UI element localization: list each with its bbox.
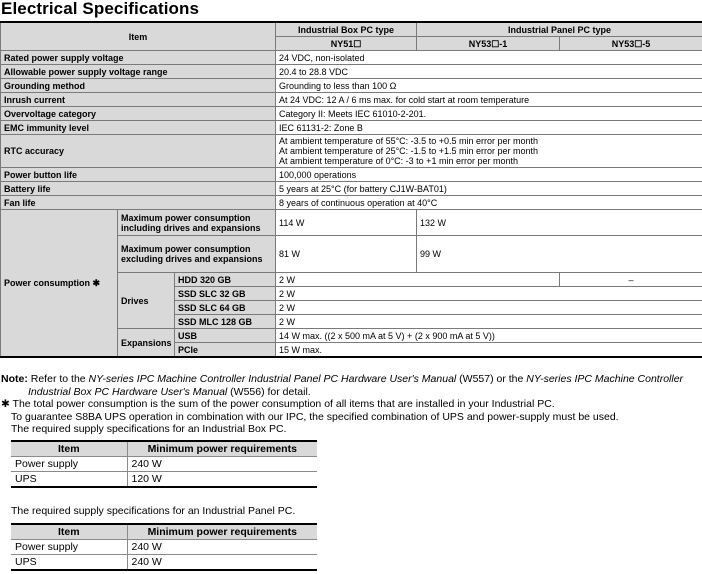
- note-text-a: Refer to the: [27, 373, 89, 385]
- header-box-type: Industrial Box PC type: [276, 22, 417, 37]
- row-value: [276, 135, 702, 168]
- req-value: 120 W: [127, 472, 317, 488]
- electrical-spec-table: [0, 21, 702, 358]
- table-row: [1, 210, 702, 236]
- row-value-box: 114 W: [276, 210, 417, 236]
- row-value: 5 years at 25°C (for battery CJ1W-BAT01): [276, 182, 702, 196]
- req-item: Power supply: [11, 457, 127, 472]
- row-label: USB: [175, 329, 276, 343]
- row-label: HDD 320 GB: [175, 273, 276, 287]
- panel-requirements-table: [11, 523, 317, 571]
- req-value: 240 W: [127, 540, 317, 555]
- table-row: [1, 51, 702, 65]
- row-value-box: 81 W: [276, 236, 417, 273]
- header-panel-type: Industrial Panel PC type: [417, 22, 702, 37]
- expansions-label: Expansions: [118, 329, 175, 358]
- row-label: Grounding method: [1, 79, 276, 93]
- row-value: 14 W max. ((2 x 500 mA at 5 V) + (2 x 900 mA at 5 V)): [276, 329, 702, 343]
- box-req-heading: The required supply specifications for an Industrial Box PC.: [11, 423, 287, 435]
- row-value: At 24 VDC: 12 A / 6 ms max. for cold start at room temperature: [276, 93, 702, 107]
- rtc-line-0: At ambient temperature of 0°C: -3 to +1 min error per month: [279, 156, 518, 166]
- req-header-item: Item: [11, 524, 127, 540]
- table-row: [1, 107, 702, 121]
- req-value: 240 W: [127, 457, 317, 472]
- drives-label: Drives: [118, 273, 175, 329]
- row-value: 100,000 operations: [276, 168, 702, 182]
- row-label: SSD MLC 128 GB: [175, 315, 276, 329]
- note-manual-w557: NY-series IPC Machine Controller Industrial Panel PC Hardware User's Manual: [88, 373, 457, 385]
- box-requirements-table: [11, 440, 317, 488]
- table-row: [11, 472, 317, 488]
- note-prefix: Note:: [1, 373, 28, 385]
- row-value-panel: 99 W: [417, 236, 702, 273]
- table-row: [1, 79, 702, 93]
- row-value-panel: 132 W: [417, 210, 702, 236]
- table-row: [1, 135, 702, 168]
- row-label: EMC immunity level: [1, 121, 276, 135]
- note-manual-w556a: NY-series IPC Machine Controller: [526, 373, 684, 385]
- req-item: Power supply: [11, 540, 127, 555]
- row-label: RTC accuracy: [1, 135, 276, 168]
- rtc-line-55: At ambient temperature of 55°C: -3.5 to +0.5 min error per month: [279, 136, 538, 146]
- note-text-b: (W557) or the: [456, 373, 527, 385]
- row-value: 24 VDC, non-isolated: [276, 51, 702, 65]
- note-paragraph-cont: [1, 386, 701, 399]
- req-header-min: Minimum power requirements: [127, 524, 317, 540]
- table-row: [11, 540, 317, 555]
- header-model-panel-1: NY53☐-1: [417, 37, 560, 51]
- table-row: [1, 196, 702, 210]
- row-label: PCIe: [175, 343, 276, 358]
- notes-section: [1, 373, 701, 436]
- ups-note: To guarantee S8BA UPS operation in combination with our IPC, the specified combination of UPS and power-supply must be used.: [11, 410, 619, 423]
- row-value: IEC 61131-2: Zone B: [276, 121, 702, 135]
- row-label: SSD SLC 64 GB: [175, 301, 276, 315]
- table-row: [1, 65, 702, 79]
- note-paragraph: [1, 373, 701, 386]
- note-text-c: (W556) for detail.: [227, 385, 311, 398]
- row-value: 8 years of continuous operation at 40°C: [276, 196, 702, 210]
- row-label: SSD SLC 32 GB: [175, 287, 276, 301]
- req-header-item: Item: [11, 441, 127, 457]
- row-label: Inrush current: [1, 93, 276, 107]
- row-label: Fan life: [1, 196, 276, 210]
- req-header-min: Minimum power requirements: [127, 441, 317, 457]
- note-manual-w556b: Industrial Box PC Hardware User's Manual: [28, 385, 228, 398]
- req-item: UPS: [11, 555, 127, 571]
- row-label: Battery life: [1, 182, 276, 196]
- row-value: Category II: Meets IEC 61010-2-201.: [276, 107, 702, 121]
- header-model-panel-5: NY53☐-5: [560, 37, 702, 51]
- table-row: [11, 457, 317, 472]
- row-value: 2 W: [276, 287, 702, 301]
- rtc-line-25: At ambient temperature of 25°C: -1.5 to +1.5 min error per month: [279, 146, 538, 156]
- row-value-dash: –: [560, 273, 702, 287]
- req-item: UPS: [11, 472, 127, 488]
- row-label: Allowable power supply voltage range: [1, 65, 276, 79]
- table-row: [1, 121, 702, 135]
- header-model-box: NY51☐: [276, 37, 417, 51]
- req-value: 240 W: [127, 555, 317, 571]
- table-row: [11, 555, 317, 571]
- header-item: Item: [1, 22, 276, 51]
- star-note: ✱ The total power consumption is the sum of the power consumption of all items that are installed in your Industrial PC.: [1, 398, 555, 410]
- row-label: Rated power supply voltage: [1, 51, 276, 65]
- row-label: Maximum power consumption including drives and expansions: [118, 210, 276, 236]
- power-consumption-label: Power consumption ✱: [1, 210, 118, 358]
- row-value: 15 W max.: [276, 343, 702, 358]
- table-row: [1, 93, 702, 107]
- row-value: 2 W: [276, 315, 702, 329]
- table-row: [1, 182, 702, 196]
- row-value: 20.4 to 28.8 VDC: [276, 65, 702, 79]
- panel-req-heading: The required supply specifications for an Industrial Panel PC.: [11, 505, 296, 517]
- page-title: Electrical Specifications: [1, 0, 200, 18]
- table-row: [1, 168, 702, 182]
- row-label: Overvoltage category: [1, 107, 276, 121]
- row-label: Maximum power consumption excluding drives and expansions: [118, 236, 276, 273]
- row-value: Grounding to less than 100 Ω: [276, 79, 702, 93]
- row-label: Power button life: [1, 168, 276, 182]
- row-value: 2 W: [276, 301, 702, 315]
- row-value: 2 W: [276, 273, 560, 287]
